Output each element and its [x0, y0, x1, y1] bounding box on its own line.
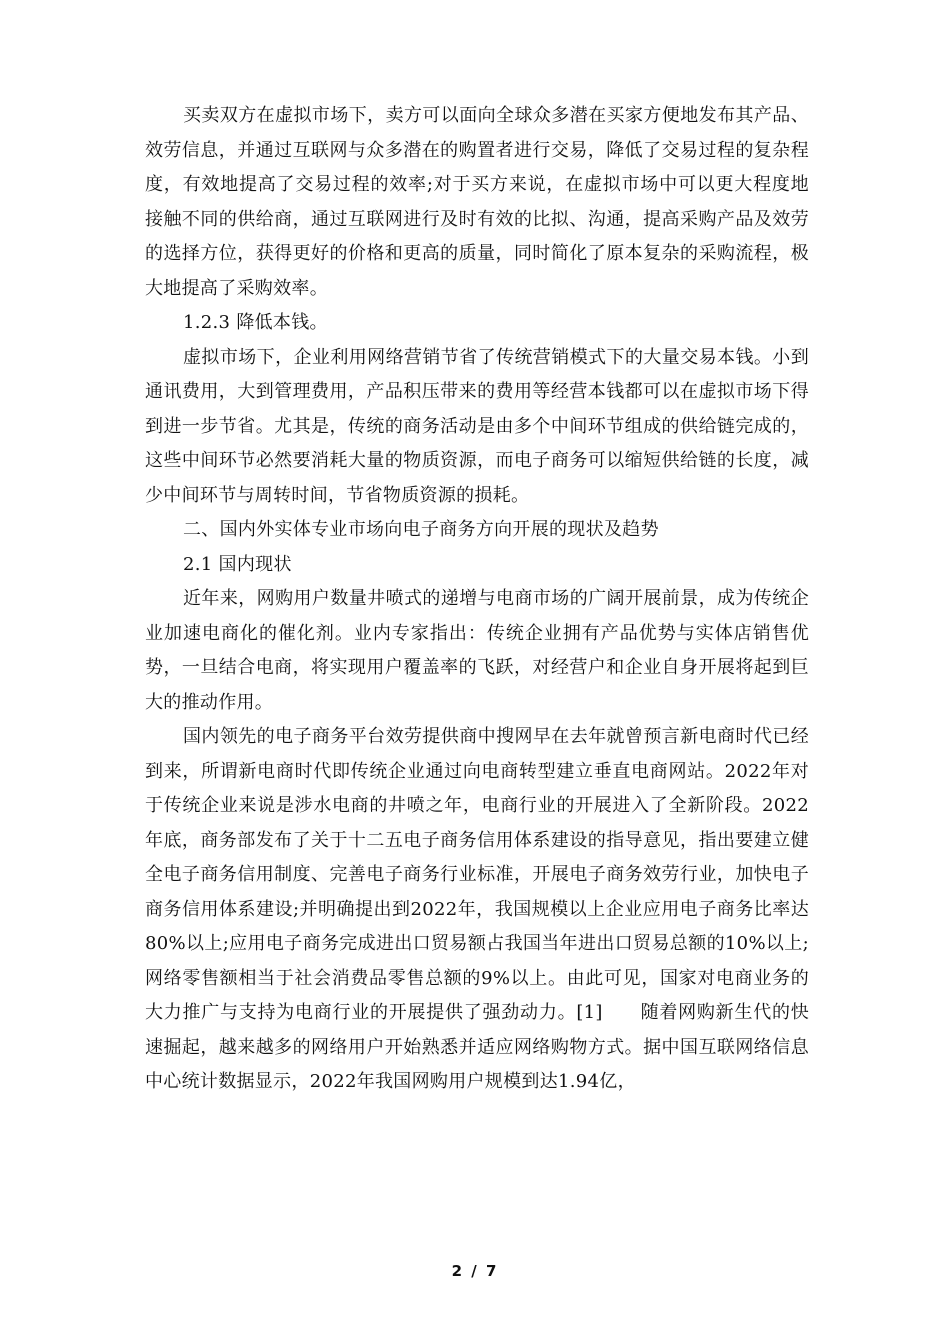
paragraph-virtual-market-buyers-sellers: 买卖双方在虚拟市场下，卖方可以面向全球众多潜在买家方便地发布其产品、效劳信息，并通过互联网与众多潜在的购置者进行交易，降低了交易过程的复杂程度，有效地提高了交易过程的效率;对于买方来说，在虚拟市场中可以更大程度地接触不同的供给商，通过互联网进行及时有效的比拟、沟通，提高采购产品及效劳的选择方位，获得更好的价格和更高的质量，同时简化了原本复杂的采购流程，极大地提高了采购效率。 [145, 105, 809, 299]
page-number: 2 / 7 [451, 1262, 499, 1280]
chapter-heading-2: 二、国内外实体专业市场向电子商务方向开展的现状及趋势 [183, 519, 659, 540]
section-heading-2-1: 2.1 国内现状 [183, 553, 292, 575]
document-body [145, 99, 809, 1100]
paragraph-new-ecommerce-era: 国内领先的电子商务平台效劳提供商中搜网早在去年就曾预言新电商时代已经到来，所谓新电商时代即传统企业通过向电商转型建立垂直电商网站。2022年对于传统企业来说是涉水电商的井喷之年，电商行业的开展进入了全新阶段。2022年底，商务部发布了关于十二五电子商务信用体系建设的指导意见，指出要建立健全电子商务信用制度、完善电子商务行业标准，开展电子商务效劳行业，加快电子商务信用体系建设;并明确提出到2022年，我国规模以上企业应用电子商务比率达80%以上;应用电子商务完成进出口贸易额占我国当年进出口贸易总额的10%以上;网络零售额相当于社会消费品零售总额的9%以上。由此可见，国家对电商业务的大力推广与支持为电商行业的开展提供了强劲动力。[1] 随着网购新生代的快速掘起，越来越多的网络用户开始熟悉并适应网络购物方式。据中国互联网络信息中心统计数据显示，2022年我国网购用户规模到达1.94亿， [145, 726, 809, 1092]
section-heading-1-2-3: 1.2.3 降低本钱。 [183, 312, 328, 333]
paragraph-domestic-status: 近年来，网购用户数量井喷式的递增与电商市场的广阔开展前景，成为传统企业加速电商化的催化剂。业内专家指出：传统企业拥有产品优势与实体店销售优势，一旦结合电商，将实现用户覆盖率的飞跃，对经营户和企业自身开展将起到巨大的推动作用。 [145, 588, 809, 713]
paragraph-reduce-costs: 虚拟市场下，企业利用网络营销节省了传统营销模式下的大量交易本钱。小到通讯费用，大到管理费用，产品积压带来的费用等经营本钱都可以在虚拟市场下得到进一步节省。尤其是，传统的商务活动是由多个中间环节组成的供给链完成的，这些中间环节必然要消耗大量的物质资源，而电子商务可以缩短供给链的长度，减少中间环节与周转时间，节省物质资源的损耗。 [145, 346, 809, 506]
